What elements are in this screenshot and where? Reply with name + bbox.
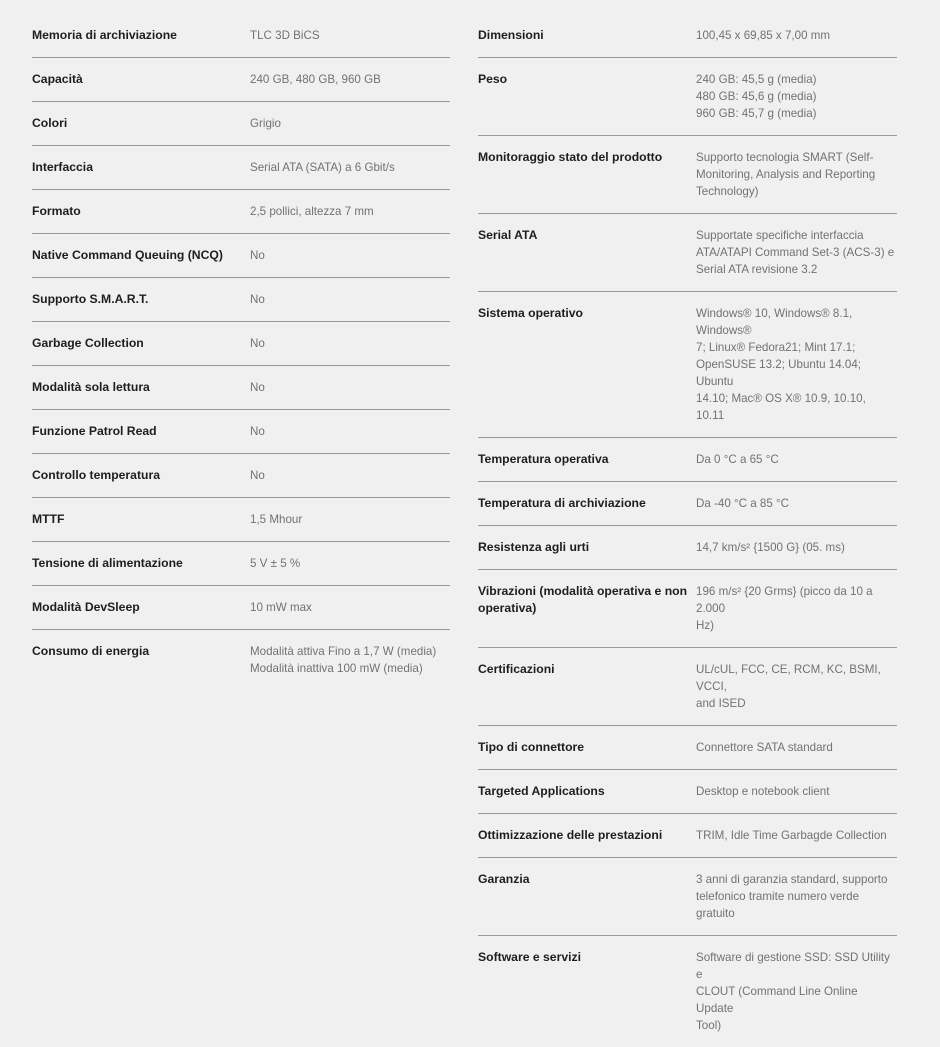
spec-label: Funzione Patrol Read — [32, 424, 157, 438]
spec-row — [32, 322, 450, 366]
spec-value: 240 GB: 45,5 g (media) 480 GB: 45,6 g (media) 960 GB: 45,7 g (media) — [696, 73, 817, 120]
spec-row — [32, 278, 450, 322]
spec-value: 1,5 Mhour — [250, 513, 303, 526]
spec-row — [478, 648, 897, 726]
spec-label: Controllo temperatura — [32, 468, 160, 482]
spec-row — [478, 58, 897, 136]
spec-row — [478, 136, 897, 214]
spec-row — [32, 14, 450, 58]
spec-label: Garbage Collection — [32, 336, 144, 350]
spec-label: Modalità DevSleep — [32, 600, 140, 614]
spec-label: Tensione di alimentazione — [32, 556, 183, 570]
spec-value: No — [250, 249, 265, 262]
spec-value: Da -40 °C a 85 °C — [696, 497, 790, 510]
spec-label: Temperatura operativa — [478, 452, 609, 466]
spec-value: TLC 3D BiCS — [250, 29, 320, 42]
spec-value: Windows® 10, Windows® 8.1, Windows® 7; Linux® Fedora21; Mint 17.1; OpenSUSE 13.2; Ubuntu 14.04; Ubuntu 14.10; Mac® OS X® 10.9, 10.10, 10.11 — [696, 307, 866, 422]
spec-row — [32, 454, 450, 498]
spec-row — [32, 366, 450, 410]
spec-value: 240 GB, 480 GB, 960 GB — [250, 73, 381, 86]
spec-label: Capacità — [32, 72, 83, 86]
spec-value: No — [250, 469, 265, 482]
spec-column-right — [478, 14, 897, 1047]
spec-label: Supporto S.M.A.R.T. — [32, 292, 149, 306]
spec-row — [32, 586, 450, 630]
spec-value: Software di gestione SSD: SSD Utility e CLOUT (Command Line Online Update Tool) — [696, 951, 890, 1032]
spec-value: Serial ATA (SATA) a 6 Gbit/s — [250, 161, 395, 174]
spec-row — [32, 234, 450, 278]
spec-row — [32, 498, 450, 542]
spec-row — [478, 770, 897, 814]
spec-value: Da 0 °C a 65 °C — [696, 453, 779, 466]
spec-row — [32, 190, 450, 234]
spec-label: Sistema operativo — [478, 306, 583, 320]
spec-row — [478, 214, 897, 292]
spec-label: Colori — [32, 116, 68, 130]
spec-value: 100,45 x 69,85 x 7,00 mm — [696, 29, 831, 42]
spec-label: Garanzia — [478, 872, 530, 886]
spec-value: 10 mW max — [250, 601, 312, 614]
spec-label: Formato — [32, 204, 81, 218]
spec-value: Modalità attiva Fino a 1,7 W (media) Modalità inattiva 100 mW (media) — [250, 645, 437, 675]
spec-label: Ottimizzazione delle prestazioni — [478, 828, 663, 842]
spec-value: No — [250, 293, 265, 306]
spec-value: 196 m/s² {20 Grms} (picco da 10 a 2.000 Hz) — [696, 585, 873, 632]
spec-value: Supporto tecnologia SMART (Self- Monitoring, Analysis and Reporting Technology) — [696, 151, 876, 198]
spec-label: Tipo di connettore — [478, 740, 585, 754]
spec-value: TRIM, Idle Time Garbagde Collection — [696, 829, 887, 842]
spec-value: 3 anni di garanzia standard, supporto telefonico tramite numero verde gratuito — [696, 873, 888, 920]
spec-label: Dimensioni — [478, 28, 544, 42]
spec-label: Temperatura di archiviazione — [478, 496, 646, 510]
spec-row — [478, 570, 897, 648]
spec-value: Desktop e notebook client — [696, 785, 830, 798]
spec-row — [478, 814, 897, 858]
spec-label: Targeted Applications — [478, 784, 605, 798]
spec-label: Serial ATA — [478, 228, 538, 242]
spec-row — [32, 146, 450, 190]
spec-value: No — [250, 425, 265, 438]
spec-row — [32, 102, 450, 146]
spec-row — [478, 438, 897, 482]
spec-row — [478, 292, 897, 438]
spec-label: Native Command Queuing (NCQ) — [32, 248, 223, 262]
spec-row — [32, 542, 450, 586]
spec-column-left — [32, 14, 450, 690]
spec-row — [478, 482, 897, 526]
spec-value: UL/cUL, FCC, CE, RCM, KC, BSMI, VCCI, and ISED — [696, 663, 881, 710]
spec-label: Software e servizi — [478, 950, 581, 964]
spec-row — [478, 526, 897, 570]
spec-value: No — [250, 337, 265, 350]
spec-label: Monitoraggio stato del prodotto — [478, 150, 663, 164]
spec-label: MTTF — [32, 512, 65, 526]
spec-label: Resistenza agli urti — [478, 540, 590, 554]
spec-row — [32, 630, 450, 690]
spec-value: No — [250, 381, 265, 394]
spec-row — [32, 58, 450, 102]
spec-row — [32, 410, 450, 454]
spec-value: Grigio — [250, 117, 281, 130]
spec-label: Memoria di archiviazione — [32, 28, 177, 42]
spec-label: Consumo di energia — [32, 644, 150, 658]
spec-row — [478, 14, 897, 58]
spec-label: Vibrazioni (modalità operativa e non operativa) — [478, 584, 688, 615]
spec-row — [478, 936, 897, 1047]
spec-value: 14,7 km/s² {1500 G} (05. ms) — [696, 541, 845, 554]
spec-value: 2,5 pollici, altezza 7 mm — [250, 205, 374, 218]
spec-label: Peso — [478, 72, 508, 86]
spec-label: Certificazioni — [478, 662, 555, 676]
spec-value: Connettore SATA standard — [696, 741, 833, 754]
spec-label: Modalità sola lettura — [32, 380, 150, 394]
spec-value: 5 V ± 5 % — [250, 557, 301, 570]
spec-row — [478, 726, 897, 770]
spec-value: Supportate specifiche interfaccia ATA/ATAPI Command Set-3 (ACS-3) e Serial ATA revisione 3.2 — [696, 229, 895, 276]
spec-row — [478, 858, 897, 936]
spec-label: Interfaccia — [32, 160, 93, 174]
